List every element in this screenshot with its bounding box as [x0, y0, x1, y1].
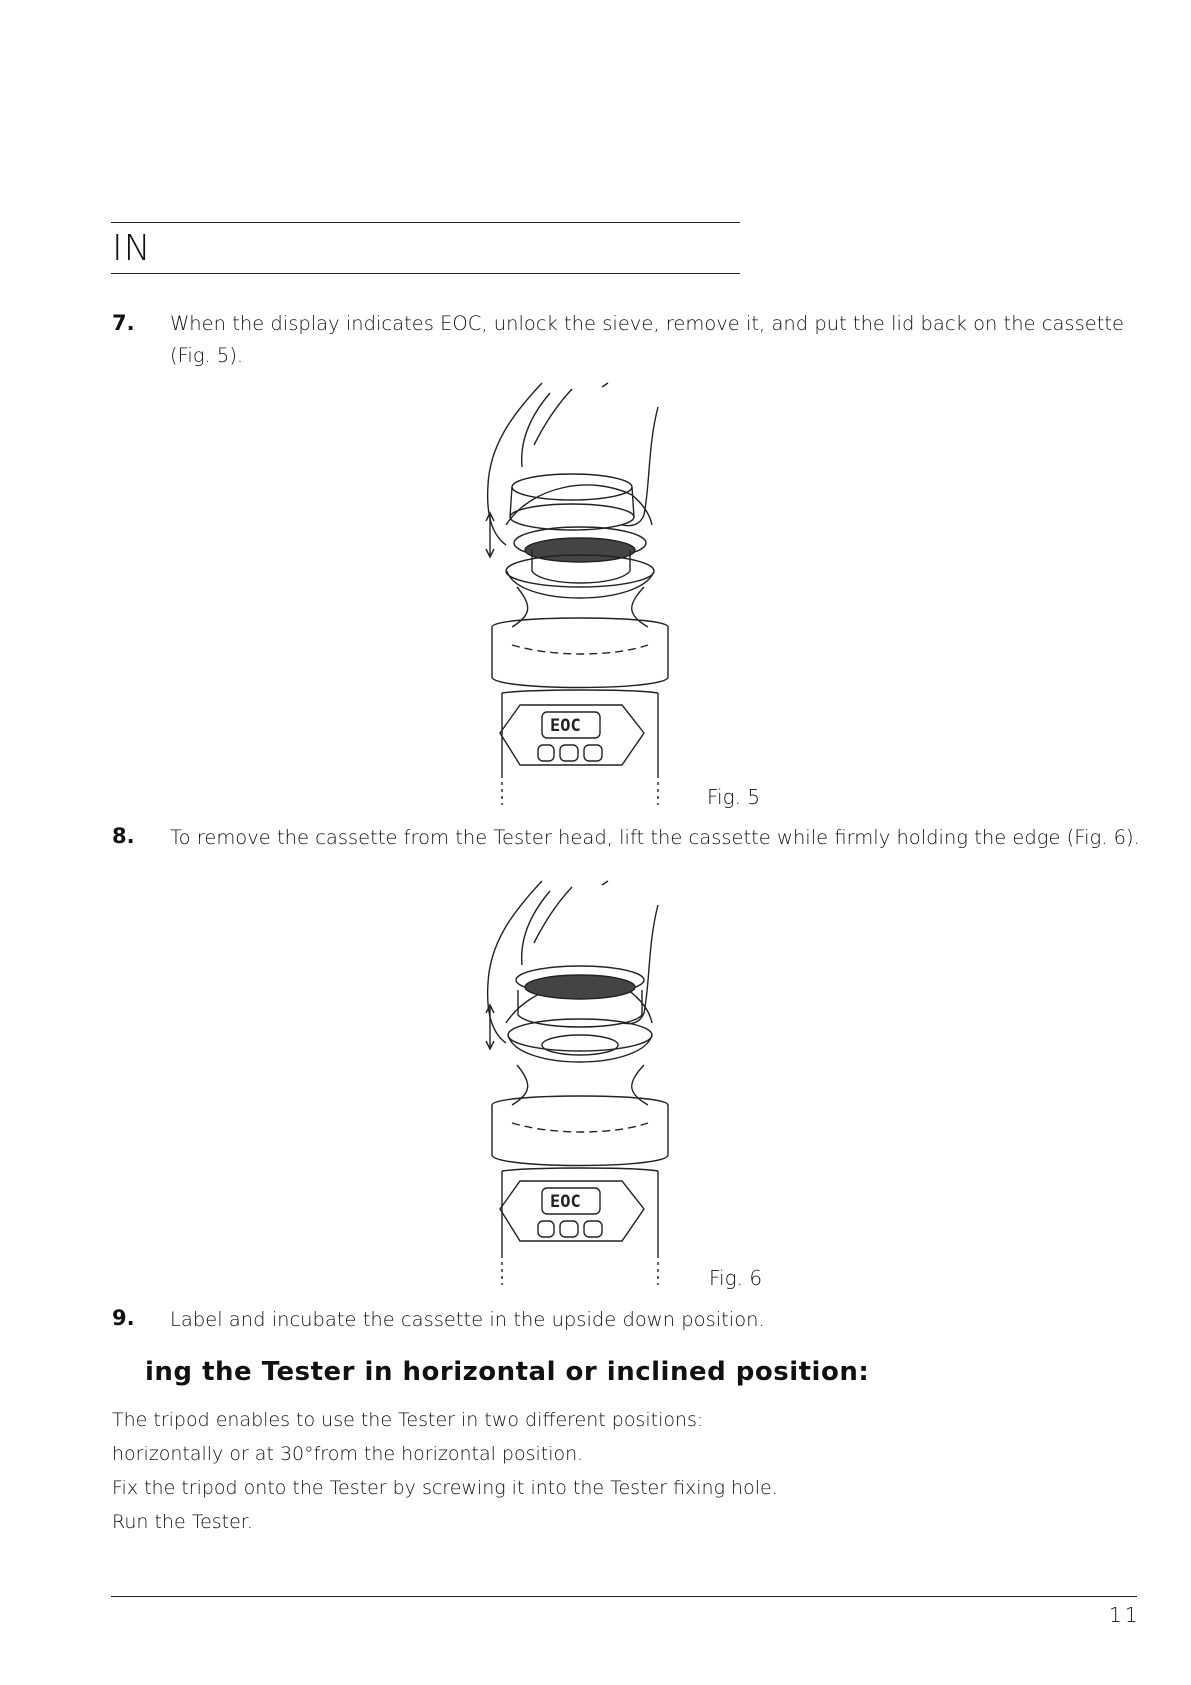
- section-title: IN: [112, 228, 152, 269]
- step-text: To remove the cassette from the Tester head, lift the cassette while firmly holding the edge (Fig. 6).: [170, 826, 1140, 849]
- subsection-title: ing the Tester in horizontal or inclined position:: [145, 1357, 870, 1387]
- fig6-display-text: EOC: [550, 1192, 581, 1212]
- fig5-display-text: EOC: [550, 716, 581, 736]
- body-line: horizontally or at 30°from the horizontal position.: [112, 1443, 584, 1465]
- figure-6-illustration: [472, 875, 692, 1287]
- step-text-line: When the display indicates EOC, unlock the sieve, remove it, and put the lid back on the cassette: [170, 312, 1125, 335]
- header-rule-top: [111, 222, 740, 223]
- step-number: 7.: [112, 311, 135, 335]
- figure-5-illustration: [472, 375, 692, 807]
- step-text-line: (Fig. 5).: [170, 344, 244, 367]
- body-line: Run the Tester.: [112, 1511, 253, 1533]
- step-number: 9.: [112, 1306, 135, 1330]
- footer-rule: [111, 1596, 1137, 1597]
- page-number: 11: [1109, 1603, 1141, 1627]
- step-text: [170, 308, 1125, 372]
- body-line: The tripod enables to use the Tester in two different positions:: [112, 1409, 704, 1431]
- body-line: Fix the tripod onto the Tester by screwing it into the Tester fixing hole.: [112, 1477, 778, 1499]
- header-rule-bottom: [111, 273, 740, 274]
- figure-6-caption: Fig. 6: [709, 1266, 763, 1290]
- figure-5-caption: Fig. 5: [707, 785, 761, 809]
- step-number: 8.: [112, 824, 135, 848]
- step-text: Label and incubate the cassette in the upside down position.: [170, 1308, 765, 1331]
